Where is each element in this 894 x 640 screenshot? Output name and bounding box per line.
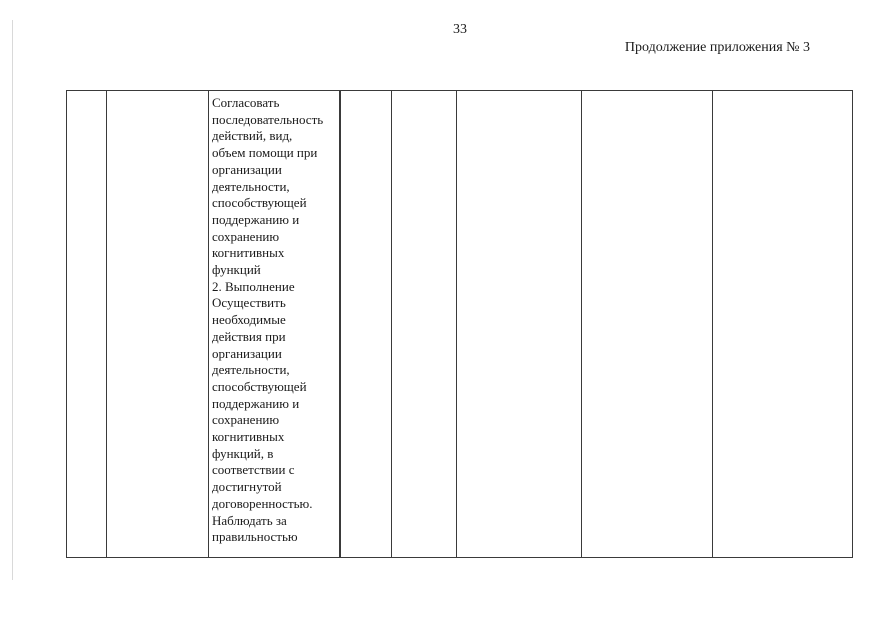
table-cell-col5 — [392, 91, 457, 558]
cell-text-line: функций, в — [212, 445, 274, 461]
scan-edge-line — [12, 20, 13, 580]
cell-text-line: правильностью — [212, 529, 298, 545]
cell-text-line: организации — [212, 345, 282, 361]
cell-text-line: организации — [212, 161, 282, 177]
table-cell-col7 — [582, 91, 713, 558]
cell-text-line: Осуществить — [212, 295, 286, 311]
cell-text-line: 2. Выполнение — [212, 278, 295, 294]
cell-text-line: деятельности, — [212, 362, 290, 378]
cell-text-line: функций — [212, 262, 261, 278]
table-row — [67, 91, 853, 558]
appendix-continuation-label: Продолжение приложения № 3 — [624, 40, 810, 55]
cell-text-line: сохранению — [212, 228, 280, 244]
table-cell-col2 — [107, 91, 209, 558]
cell-text-line: объем помощи при — [212, 145, 318, 161]
cell-text-line: способствующей — [212, 378, 307, 394]
cell-text-line: Согласовать — [212, 95, 280, 110]
cell-text-line: соответствии с — [212, 462, 295, 478]
cell-text-line: достигнутой — [212, 479, 282, 495]
cell-text-line: Наблюдать за — [212, 512, 287, 528]
cell-text-line: когнитивных — [212, 429, 285, 445]
table-cell-col1 — [67, 91, 107, 558]
cell-text-line: когнитивных — [212, 245, 285, 261]
cell-text-line: поддержанию и — [212, 211, 300, 227]
document-table — [66, 90, 853, 558]
table-cell-col6 — [457, 91, 582, 558]
cell-text-line: последовательность — [212, 111, 324, 127]
cell-text-line: необходимые — [212, 312, 286, 328]
table-cell-actions — [209, 91, 340, 558]
cell-text-line: действий, вид, — [212, 128, 293, 144]
page-number: 33 — [453, 22, 467, 37]
cell-text-line: действия при — [212, 328, 286, 344]
table-cell-col4 — [340, 91, 392, 558]
cell-text-line: способствующей — [212, 195, 307, 211]
table-cell-col8 — [713, 91, 853, 558]
cell-text-line: деятельности, — [212, 178, 290, 194]
cell-text-line: поддержанию и — [212, 395, 300, 411]
cell-text-line: договоренностью. — [212, 495, 313, 511]
cell-text-line: сохранению — [212, 412, 280, 428]
